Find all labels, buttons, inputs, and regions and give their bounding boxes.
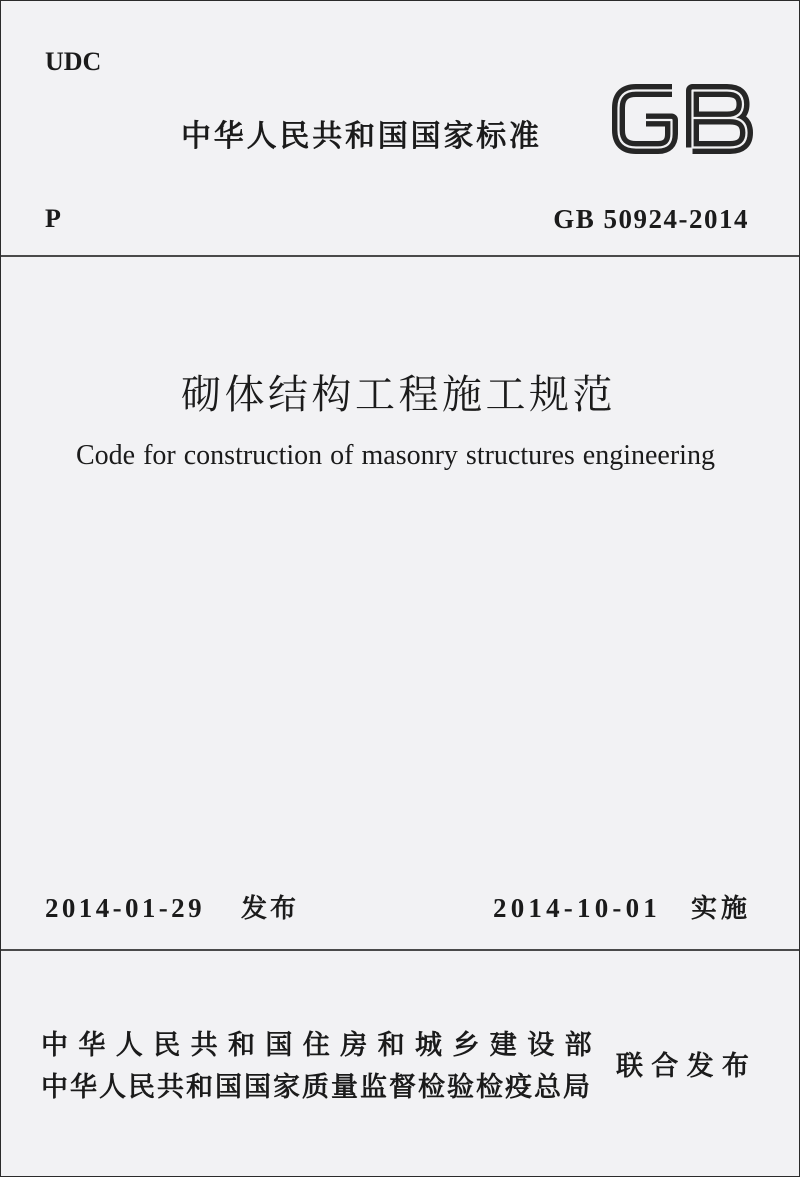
standard-code: GB 50924-2014 xyxy=(553,204,749,234)
issue-label: 发布 xyxy=(241,894,300,924)
udc-label: UDC xyxy=(45,47,102,76)
joint-issue-label: 联合发布 xyxy=(616,1051,758,1082)
title-chinese: 砌体结构工程施工规范 xyxy=(181,372,616,418)
title-english: Code for construction of masonry structures engineering xyxy=(76,440,715,471)
standard-type-heading: 中华人民共和国国家标准 xyxy=(181,119,542,154)
category-label: P xyxy=(45,204,61,233)
bottom-divider xyxy=(1,949,799,951)
effective-date: 2014-10-01 xyxy=(493,893,661,923)
gb-logo-icon xyxy=(610,82,754,156)
issuer-ministry-housing: 中华人民共和国住房和城乡建设部 xyxy=(41,1030,602,1061)
issuer-aqsiq: 中华人民共和国国家质量监督检验检疫总局 xyxy=(41,1072,592,1103)
top-divider xyxy=(1,255,799,257)
effective-label: 实施 xyxy=(691,894,752,924)
issue-date: 2014-01-29 xyxy=(45,893,205,923)
